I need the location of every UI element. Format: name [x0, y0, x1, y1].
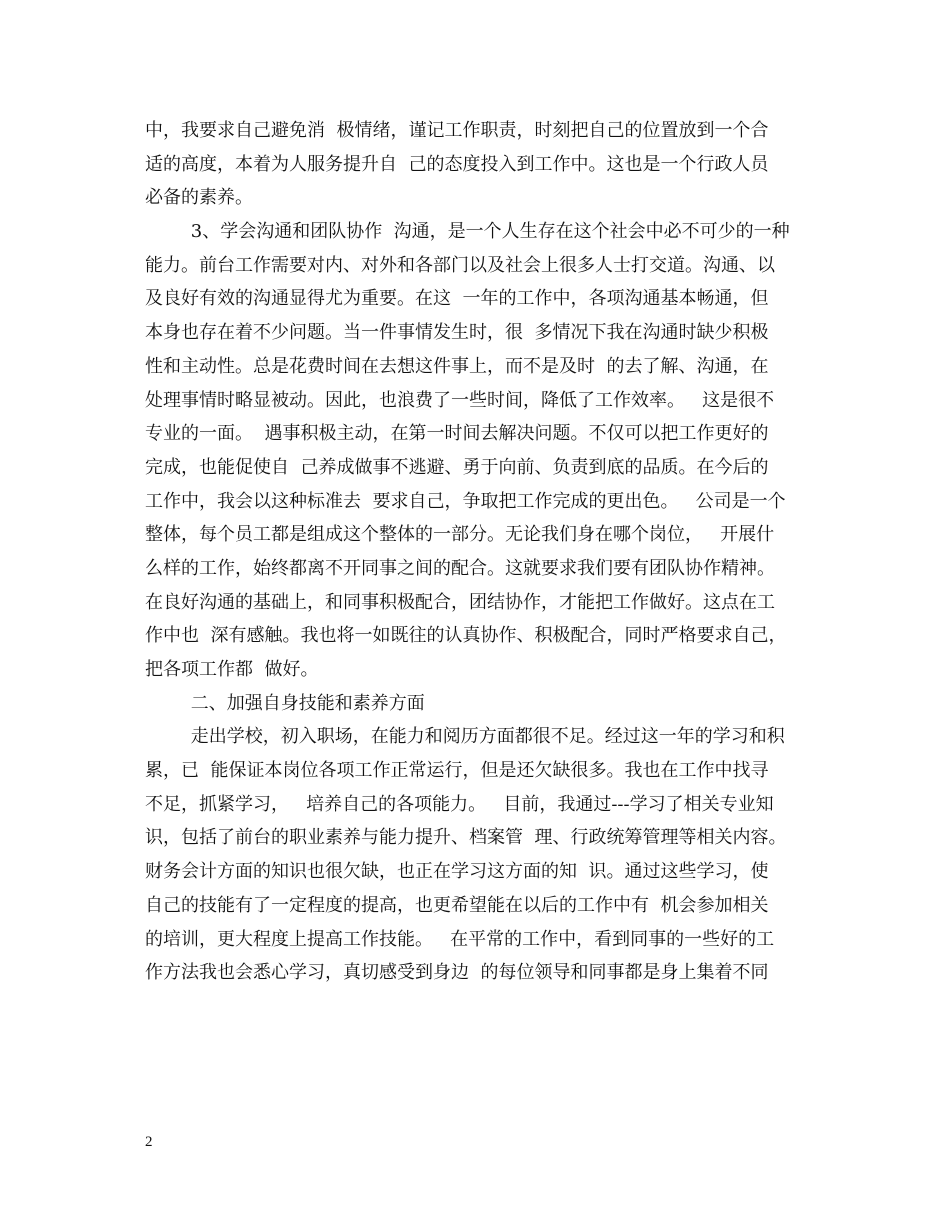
text-line: 能力。前台工作需要对内、对外和各部门以及社会上很多人士打交道。沟通、以 [145, 254, 775, 276]
text-line: 完成，也能促使自 己养成做事不逃避、勇于向前、负责到底的品质。在今后的 [145, 456, 769, 478]
text-line: 整体，每个员工都是组成这个整体的一部分。无论我们身在哪个岗位， 开展什 [145, 524, 775, 546]
text-line: 累，已 能保证本岗位各项工作正常运行，但是还欠缺很多。我也在工作中找寻 [145, 760, 769, 782]
text-line: 处理事情时略显被动。因此，也浪费了一些时间，降低了工作效率。 这是很不 [145, 389, 775, 411]
text-line: 必备的素养。 [145, 187, 253, 209]
text-line: 工作中，我会以这种标准去 要求自己，争取把工作完成的更出色。 公司是一个 [145, 490, 786, 512]
text-line: 么样的工作，始终都离不开同事之间的配合。这就要求我们要有团队协作精神。 [145, 557, 775, 579]
text-line: 3、学会沟通和团队协作 沟通，是一个人生存在这个社会中必不可少的一种 [145, 221, 790, 243]
text-line: 中，我要求自己避免消 极情绪，谨记工作职责，时刻把自己的位置放到一个合 [145, 120, 769, 141]
text-line: 本身也存在着不少问题。当一件事情发生时，很 多情况下我在沟通时缺少积极 [145, 322, 769, 344]
text-line: 及良好有效的沟通显得尤为重要。在这 一年的工作中，各项沟通基本畅通，但 [145, 288, 769, 310]
text-line: 性和主动性。总是花费时间在去想这件事上，而不是及时 的去了解、沟通，在 [145, 355, 769, 377]
page-number: 2 [145, 1134, 153, 1150]
text-line: 作方法我也会悉心学习，真切感受到身边 的每位领导和同事都是身上集着不同 [145, 962, 769, 984]
text-line: 作中也 深有感触。我也将一如既往的认真协作、积极配合，同时严格要求自己， [145, 625, 787, 647]
text-line: 把各项工作都 做好。 [145, 659, 319, 680]
text-line: 不足，抓紧学习， 培养自己的各项能力。 目前，我通过---学习了相关专业知 [145, 793, 774, 815]
text-line: 的培训，更大程度上提高工作技能。 在平常的工作中，看到同事的一些好的工 [145, 928, 775, 950]
text-line: 自己的技能有了一定程度的提高，也更希望能在以后的工作中有 机会参加相关 [145, 894, 769, 916]
text-line: 识，包括了前台的职业素养与能力提升、档案管 理、行政统筹管理等相关内容。 [145, 827, 787, 849]
text-line: 专业的一面。 遇事积极主动，在第一时间去解决问题。不仅可以把工作更好的 [145, 423, 769, 445]
text-line: 财务会计方面的知识也很欠缺，也正在学习这方面的知 识。通过这些学习，使 [145, 861, 769, 883]
text-line: 走出学校，初入职场，在能力和阅历方面都很不足。经过这一年的学习和积 [145, 726, 785, 748]
body-text [145, 116, 810, 992]
text-line: 在良好沟通的基础上，和同事积极配合，团结协作，才能把工作做好。这点在工 [145, 591, 775, 613]
text-line: 二、加强自身技能和素养方面 [145, 692, 425, 714]
text-line: 适的高度，本着为人服务提升自 己的态度投入到工作中。这也是一个行政人员 [145, 153, 769, 175]
